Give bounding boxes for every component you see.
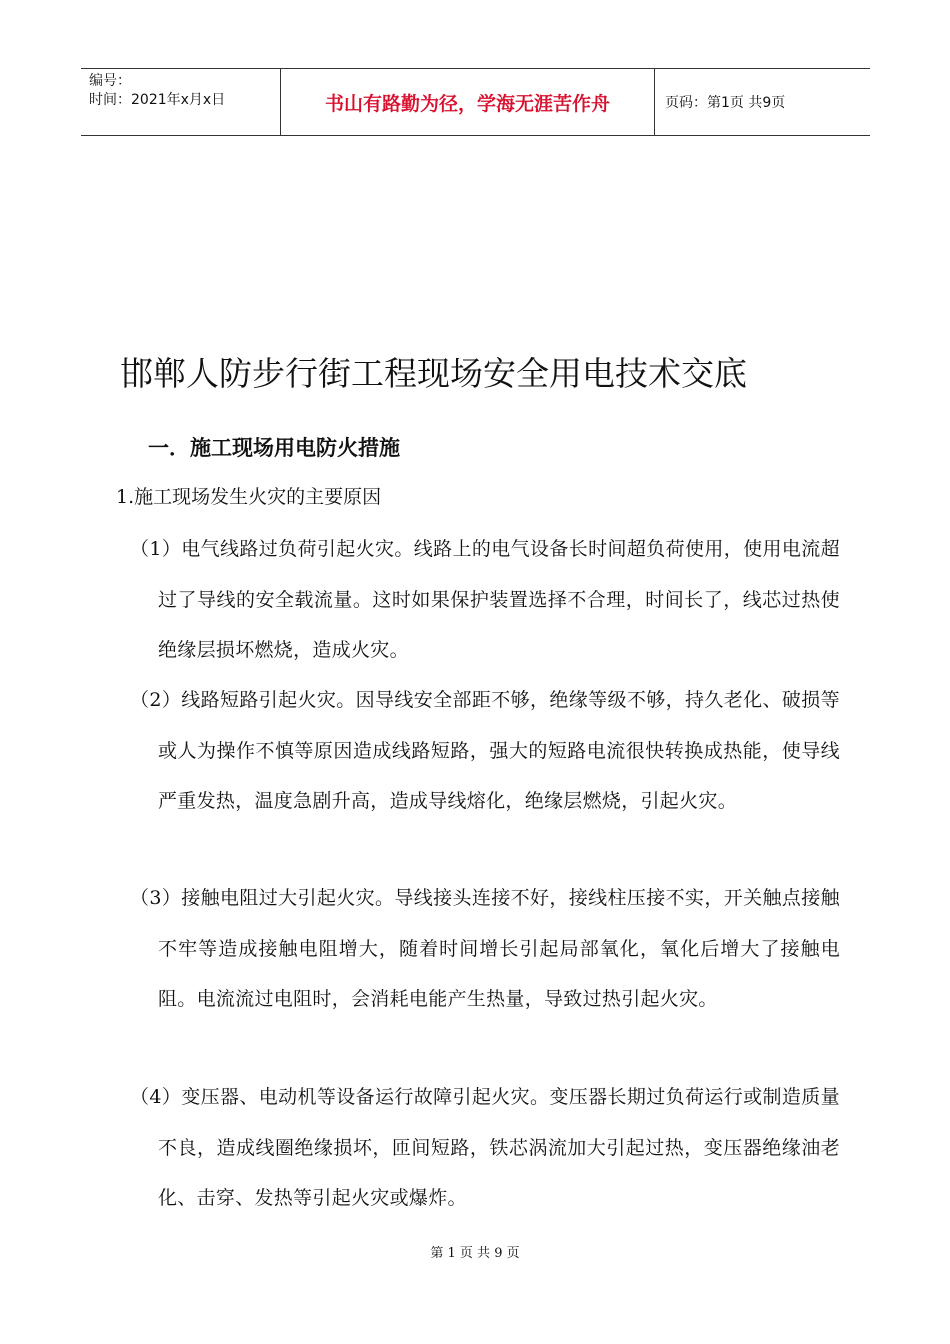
paragraph-3: （3）接触电阻过大引起火灾。导线接头连接不好，接线柱压接不实，开关触点接触不牢等造成接触电阻增大，随着时间增长引起局部氧化，氧化后增大了接触电阻。电流流过电阻时，会消耗电能产生热量，导致过热引起火灾。 <box>130 887 840 1010</box>
paragraph-2: （2）线路短路引起火灾。因导线安全部距不够，绝缘等级不够，持久老化、破损等或人为操作不慎等原因造成线路短路，强大的短路电流很快转换成热能，使导线严重发热，温度急剧升高，造成导线熔化，绝缘层燃烧，引起火灾。 <box>130 689 840 812</box>
header-table <box>81 68 870 136</box>
paragraph-1: （1）电气线路过负荷引起火灾。线路上的电气设备长时间超负荷使用，使用电流超过了导线的安全载流量。这时如果保护装置选择不合理，时间长了，线芯过热使绝缘层损坏燃烧，造成火灾。 <box>130 538 840 661</box>
header-page-info: 页码：第1页 共9页 <box>665 95 786 111</box>
paragraph-4: （4）变压器、电动机等设备运行故障引起火灾。变压器长期过负荷运行或制造质量不良，造成线圈绝缘损坏，匝间短路，铁芯涡流加大引起过热，变压器绝缘油老化、击穿、发热等引起火灾或爆炸。 <box>130 1086 840 1209</box>
document-time-label: 时间：2021年x月x日 <box>89 92 226 108</box>
subsection-heading: 1.施工现场发生火灾的主要原因 <box>116 486 382 508</box>
document-title: 邯郸人防步行街工程现场安全用电技术交底 <box>120 354 747 393</box>
document-number-label: 编号： <box>89 73 131 89</box>
page-footer: 第 1 页 共 9 页 <box>430 1246 520 1261</box>
section-heading: 一．施工现场用电防火措施 <box>148 436 400 460</box>
header-meta-cell <box>81 69 281 135</box>
header-motto: 书山有路勤为径，学海无涯苦作舟 <box>281 69 655 135</box>
